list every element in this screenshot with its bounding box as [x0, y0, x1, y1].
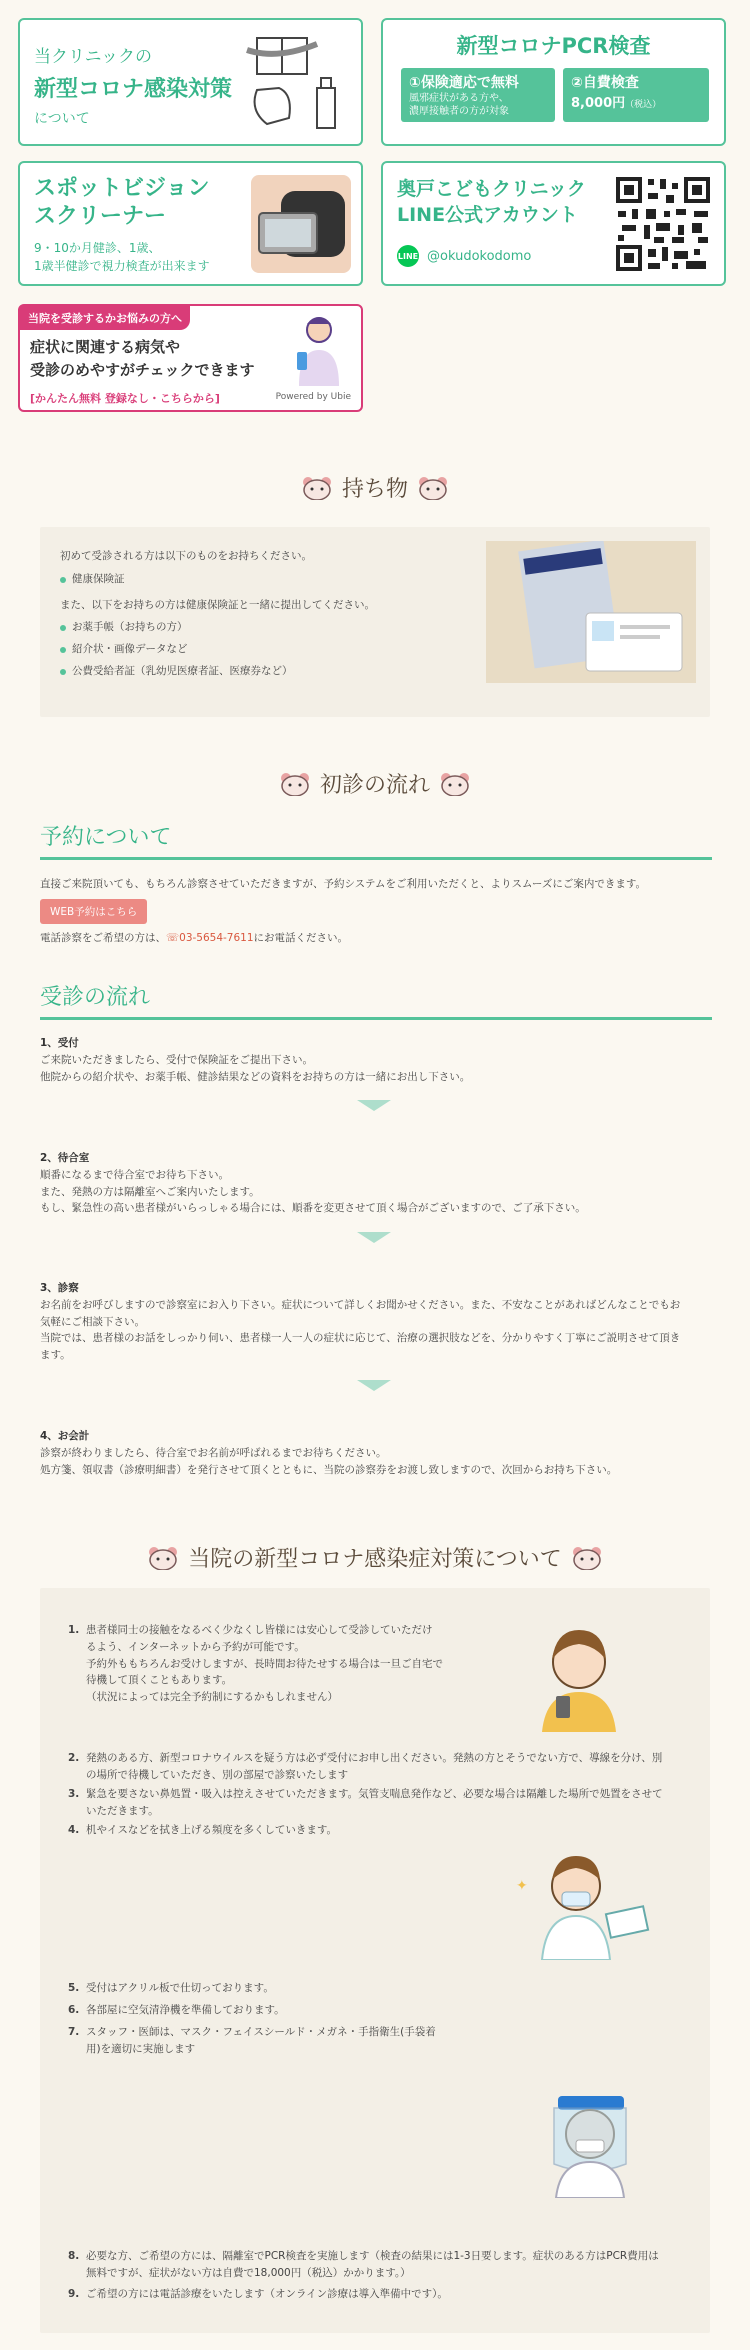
corona-banner-line2: 新型コロナ感染対策 [34, 77, 233, 102]
measure-item-4 [68, 1822, 337, 1839]
line-title-line1: 奥戸こどもクリニック [397, 178, 586, 200]
item-text: ご希望の方には電話診療をいたします（オンライン診療は導入準備中です）。 [86, 2288, 448, 2300]
pcr-test-banner[interactable] [381, 18, 726, 146]
phone-icon: ☏ [166, 932, 180, 944]
line-banner-title [397, 177, 586, 228]
bear-icon [440, 772, 470, 796]
tel-post: にお電話ください。 [253, 932, 349, 944]
step-title: 4、お会計 [40, 1430, 90, 1442]
flow-step-1 [40, 1035, 710, 1085]
item-text: 無料ですが、症状がない方は自費で18,000円（税込）かかります。） [86, 2266, 411, 2279]
list-item-text: お薬手帳（お持ちの方） [72, 621, 188, 634]
item-text: スタッフ・医師は、マスク・フェイスシールド・メガネ・手指衛生(手袋着 [86, 2026, 436, 2038]
spot-vision-banner[interactable] [18, 161, 363, 286]
item-text: 机やイスなどを拭き上げる頻度を多くしていきます。 [86, 1824, 338, 1836]
spot-title-line2: スクリーナー [34, 203, 167, 229]
step-title: 1、受付 [40, 1037, 79, 1049]
vision-screener-icon [251, 175, 351, 273]
list-item-text: 公費受給者証（乳幼児医療者証、医療券など） [72, 664, 293, 677]
medicine-notebook-photo [486, 541, 696, 683]
line-title-line2: LINE公式アカウント [397, 203, 578, 226]
list-item-text: 紹介状・画像データなど [72, 643, 188, 655]
measure-item-9 [68, 2286, 448, 2303]
corona-measures-banner[interactable] [18, 18, 363, 146]
item-text: 必要な方、ご希望の方には、隔離室でPCR検査を実施します（検査の結果には1-3日要します。症状のある方はPCR費用は [86, 2250, 659, 2262]
step-text: ご来院いただきましたら、受付で保険証をご提出下さい。 [40, 1053, 313, 1066]
line-id-row [397, 245, 531, 267]
step-text: 他院からの紹介状や、お薬手帳、健診結果などの資料をお持ちの方は一緒にお出し下さい。 [40, 1070, 471, 1083]
web-reservation-button[interactable]: WEB予約はこちら [40, 899, 147, 924]
spot-title-line1: スポットビジョン [34, 176, 210, 201]
item-text: いただきます。 [86, 1804, 159, 1817]
shoshin-heading [0, 768, 750, 799]
spot-sub-line2: 1歳半健診で視力検査が出来ます [34, 259, 210, 273]
corona-banner-line3: について [34, 111, 90, 127]
spot-title [34, 175, 210, 230]
item-text: （状況によっては完全予約制にするかもしれません） [86, 1691, 338, 1704]
list-item-text: 健康保険証 [72, 572, 125, 585]
flow-step-2 [40, 1150, 710, 1217]
mochimono-also: また、以下をお持ちの方は健康保険証と一緒に提出してください。 [60, 598, 375, 611]
corona-banner-line1: 当クリニックの [34, 47, 152, 67]
flow-heading: 受診の流れ [40, 980, 712, 1020]
tel-link[interactable]: 03-5654-7611 [179, 932, 254, 944]
vision-screener-photo [251, 175, 351, 273]
pcr-insurance-box [401, 68, 555, 122]
item-number: 4. [68, 1824, 80, 1836]
arrow-down-icon [357, 1380, 391, 1391]
woman-smartphone-illustration-icon [524, 1622, 634, 1732]
yoyaku-heading: 予約について [40, 820, 712, 860]
pcr-box1-sub1: 風邪症状がある方や、 [409, 93, 509, 104]
measure-item-7 [68, 2024, 436, 2058]
pcr-box2-price: 8,000円 [571, 96, 626, 111]
line-account-banner[interactable] [381, 161, 726, 286]
bear-icon [148, 1546, 178, 1570]
item-text: 予約外ももちろんお受けしますが、長時間お待たせする場合は一旦ご自宅で [86, 1657, 443, 1670]
item-text: 待機して頂くこともあります。 [86, 1674, 233, 1687]
ubie-title [30, 336, 255, 381]
medicine-notebook-icon [486, 541, 696, 683]
item-number: 8. [68, 2250, 80, 2262]
flow-step-4 [40, 1428, 710, 1478]
taisaku-panel [40, 1588, 710, 2333]
bear-icon [280, 772, 310, 796]
bear-icon [418, 476, 448, 500]
step-text: もし、緊急性の高い患者様がいらっしゃる場合には、順番を変更させて頂く場合がございますので、ご了承下さい。 [40, 1202, 586, 1215]
bullet-icon [60, 625, 66, 631]
taisaku-title: 当院の新型コロナ感染症対策について [188, 1547, 562, 1572]
cleaning-illustration-icon [237, 30, 347, 138]
line-app-icon: LINE [397, 245, 419, 267]
ubie-powered-by: Powered by Ubie [275, 392, 351, 402]
bullet-icon [60, 669, 66, 675]
pcr-box2-tax: （税込） [625, 100, 662, 110]
step-text: 診察が終わりましたら、待合室でお名前が呼ばれるまでお待ちください。 [40, 1446, 387, 1459]
measure-item-2 [68, 1750, 662, 1784]
step-title: 2、待合室 [40, 1152, 90, 1164]
mochimono-heading [0, 472, 750, 503]
ubie-title-line1: 症状に関連する病気や [30, 338, 181, 356]
flow-step-3 [40, 1280, 710, 1364]
arrow-down-icon [357, 1100, 391, 1111]
spot-sub-line1: 9・10か月健診、1歳、 [34, 241, 161, 255]
item-text: 用)を適切に実施します [86, 2042, 196, 2055]
pcr-selfpay-box [563, 68, 709, 122]
measure-item-3 [68, 1786, 663, 1820]
disinfection-illustration-icon [506, 1850, 656, 1960]
pcr-box1-sub2: 濃厚接触者の方が対象 [409, 106, 509, 117]
pcr-title: 新型コロナPCR検査 [456, 34, 651, 58]
item-number: 1. [68, 1624, 80, 1636]
item-text: 緊急を要さない鼻処置・吸入は控えさせていただきます。気管支喘息発作など、必要な場合は隔離した場所で処置をさせて [86, 1788, 663, 1800]
qr-code-icon [614, 175, 712, 273]
step-title: 3、診察 [40, 1282, 79, 1294]
step-text: 順番になるまで待合室でお待ち下さい。 [40, 1168, 229, 1181]
step-text: 気軽にご相談下さい。 [40, 1315, 145, 1328]
taisaku-heading [0, 1542, 750, 1573]
step-text: 当院では、患者様のお話をしっかり伺い、患者様一人一人の症状に応じて、治療の選択肢などを、分かりやすく丁寧にご説明させて頂き [40, 1332, 681, 1345]
step-text: また、発熱の方は隔離室へご案内いたします。 [40, 1185, 260, 1198]
item-number: 9. [68, 2288, 80, 2300]
staff-faceshield-illustration-icon [540, 2088, 640, 2198]
spot-subtitle [34, 239, 210, 275]
item-text: 患者様同士の接触をなるべく少なくし皆様には安心して受診していただけ [86, 1624, 433, 1636]
doctor-illustration-icon [287, 314, 347, 386]
measure-item-8 [68, 2248, 659, 2282]
ubie-title-line2: 受診のめやすがチェックできます [30, 360, 255, 379]
item-number: 2. [68, 1752, 80, 1764]
bear-icon [572, 1546, 602, 1570]
item-number: 5. [68, 1982, 80, 1994]
pcr-box2-head: ②自費検査 [571, 75, 639, 91]
ubie-cta[interactable]: [かんたん無料 登録なし・こちらから] [30, 392, 220, 405]
step-text: お名前をお呼びしますので診察室にお入り下さい。症状について詳しくお聞かせください。また、不安なことがあればどんなことでもお [40, 1298, 681, 1311]
item-text: の場所で待機していただき、別の部屋で診察いたします [86, 1768, 349, 1781]
tel-line [40, 930, 710, 947]
shoshin-title: 初診の流れ [319, 773, 430, 798]
measure-item-6 [68, 2002, 285, 2019]
mochimono-panel [40, 527, 710, 717]
item-text: 発熱のある方、新型コロナウイルスを疑う方は必ず受付にお申し出ください。発熱の方とそうでない方で、導線を分け、別 [86, 1752, 663, 1764]
bear-icon [302, 476, 332, 500]
bullet-icon [60, 577, 66, 583]
svg-text:✦: ✦ [516, 1878, 528, 1894]
bullet-icon [60, 647, 66, 653]
arrow-down-icon [357, 1232, 391, 1243]
tel-pre: 電話診察をご希望の方は、 [40, 932, 166, 944]
step-text: 処方箋、領収書（診療明細書）を発行させて頂くとともに、当院の診察券をお渡し致しますので、次回からお持ち下さい。 [40, 1463, 618, 1476]
step-text: ます。 [40, 1349, 71, 1362]
yoyaku-text: 直接ご来院頂いても、もちろん診察させていただきますが、予約システムをご利用いただくと、よりスムーズにご案内できます。 [40, 878, 647, 890]
ubie-symptom-check-banner[interactable] [18, 304, 363, 412]
item-number: 7. [68, 2026, 80, 2038]
measure-item-5 [68, 1980, 274, 1997]
pcr-box1-head: ①保険適応で無料 [409, 75, 519, 91]
mochimono-intro: 初めて受診される方は以下のものをお持ちください。 [60, 550, 312, 562]
line-id: @okudokodomo [427, 248, 532, 264]
item-text: るよう、インターネットから予約が可能です。 [86, 1640, 305, 1653]
ubie-tag: 当院を受診するかお悩みの方へ [20, 306, 190, 330]
item-number: 3. [68, 1788, 80, 1800]
item-text: 各部屋に空気清浄機を準備しております。 [86, 2004, 285, 2016]
measure-item-1 [68, 1622, 443, 1706]
mochimono-title: 持ち物 [341, 477, 408, 502]
item-number: 6. [68, 2004, 80, 2016]
item-text: 受付はアクリル板で仕切っております。 [86, 1982, 274, 1994]
